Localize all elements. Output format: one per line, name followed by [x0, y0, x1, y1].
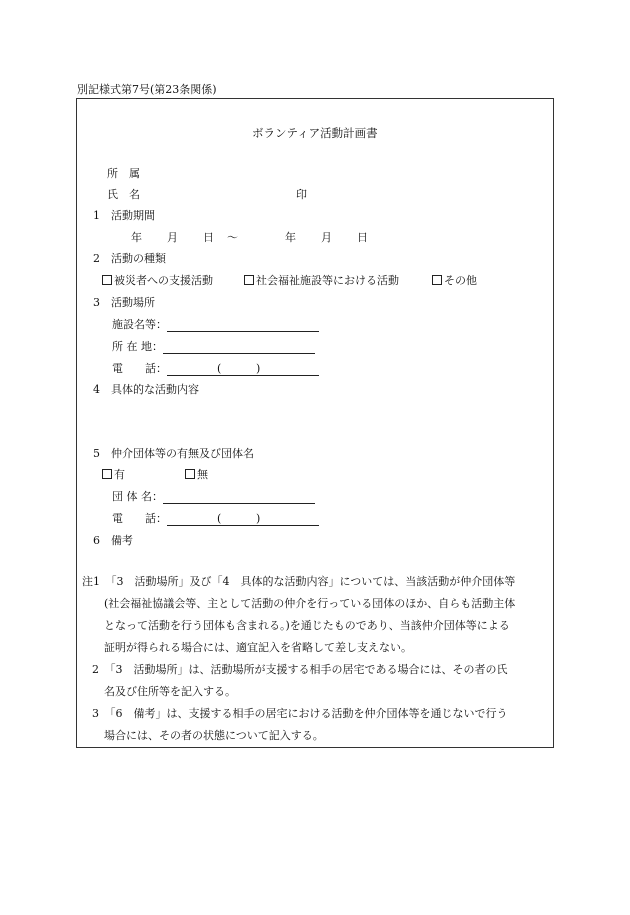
address-label: 所 在 地：: [112, 340, 163, 353]
name-label: 氏 名: [107, 188, 140, 201]
seal-mark: 印: [296, 188, 307, 201]
type-option-disaster[interactable]: [102, 274, 213, 288]
facility-label: 施設名等：: [112, 318, 167, 331]
section-4-heading: 4 具体的な活動内容: [93, 383, 199, 396]
type-option-other[interactable]: [432, 274, 477, 288]
period-start-day: 日: [203, 231, 214, 244]
section-6-heading: 6 備考: [93, 534, 133, 547]
form-number: 別記様式第7号(第23条関係): [77, 83, 217, 96]
note-line: 名及び住所等を記入する。: [104, 685, 236, 698]
note-line: 証明が得られる場合には、適宜記入を省略して差し支えない。: [104, 641, 412, 654]
paren-close: ): [256, 362, 261, 375]
note-line: 2 「3 活動場所」は、活動場所が支援する相手の居宅である場合には、その者の氏: [92, 663, 508, 676]
type-label: 被災者への支援活動: [114, 274, 213, 287]
checkbox-icon[interactable]: [102, 275, 112, 285]
period-end-day: 日: [357, 231, 368, 244]
tel2-label: 電 話：: [112, 512, 167, 525]
tel-row: [112, 362, 319, 376]
period-start-year: 年: [131, 231, 142, 244]
checkbox-icon[interactable]: [432, 275, 442, 285]
note-line: (社会福祉協議会等、主として活動の仲介を行っている団体のほか、自らも活動主体: [104, 597, 516, 610]
paren-open: (: [217, 362, 222, 375]
paren-open: (: [217, 512, 222, 525]
address-row: [112, 340, 315, 354]
intermediary-no[interactable]: [185, 468, 208, 482]
form-title: ボランティア活動計画書: [252, 126, 378, 140]
checkbox-icon[interactable]: [102, 469, 112, 479]
facility-row: [112, 318, 319, 332]
facility-field[interactable]: [167, 319, 319, 332]
tel-label: 電 話：: [112, 362, 167, 375]
address-field[interactable]: [163, 341, 315, 354]
type-option-welfare[interactable]: [244, 274, 399, 288]
org-label: 団 体 名：: [112, 490, 163, 503]
period-end-month: 月: [321, 231, 332, 244]
tel2-field[interactable]: [167, 513, 319, 526]
checkbox-icon[interactable]: [244, 275, 254, 285]
note-line: 場合には、その者の状態について記入する。: [104, 729, 324, 742]
section-2-heading: 2 活動の種類: [93, 252, 166, 265]
tel-field[interactable]: [167, 363, 319, 376]
org-field[interactable]: [163, 491, 315, 504]
paren-close: ): [256, 512, 261, 525]
yes-label: 有: [114, 468, 125, 481]
period-end-year: 年: [285, 231, 296, 244]
type-label: 社会福祉施設等における活動: [256, 274, 399, 287]
checkbox-icon[interactable]: [185, 469, 195, 479]
no-label: 無: [197, 468, 208, 481]
section-3-heading: 3 活動場所: [93, 296, 155, 309]
org-row: [112, 490, 315, 504]
note-line: となって活動を行う団体も含まれる。)を通じたものであり、当該仲介団体等による: [104, 619, 510, 632]
affiliation-label: 所 属: [107, 167, 140, 180]
section-5-heading: 5 仲介団体等の有無及び団体名: [93, 447, 254, 460]
tel2-row: [112, 512, 319, 526]
note-line: 3 「6 備考」は、支援する相手の居宅における活動を仲介団体等を通じないで行う: [92, 707, 508, 720]
note-line: 注1 「3 活動場所」及び「4 具体的な活動内容」については、当該活動が仲介団体等: [82, 575, 516, 588]
type-label: その他: [444, 274, 477, 287]
period-tilde: 〜: [227, 231, 238, 244]
intermediary-yes[interactable]: [102, 468, 125, 482]
section-1-heading: 1 活動期間: [93, 209, 155, 222]
period-start-month: 月: [167, 231, 178, 244]
